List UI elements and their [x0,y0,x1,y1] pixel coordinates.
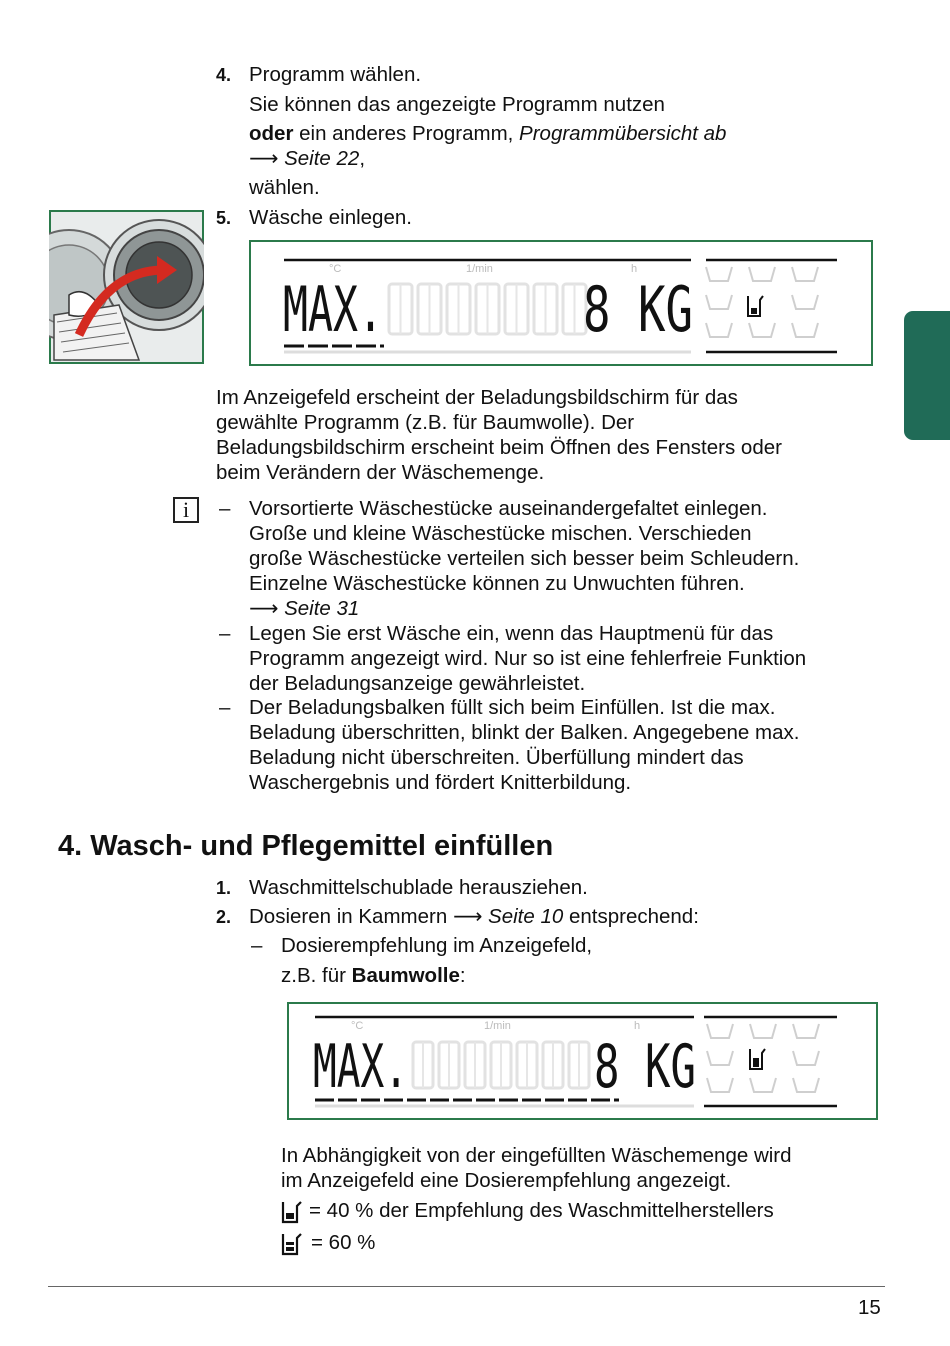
step-4-detail-3 [249,146,365,171]
tub-icon [707,1078,733,1092]
info-icon: i [173,497,199,523]
time-label: h [634,1020,641,1032]
tub-icon [706,267,732,281]
ghost-segments [413,1042,589,1088]
arrow-icon: ⟶ [249,147,279,170]
swirl-icon [750,1078,776,1092]
note-1-line-2: Große und kleine Wäschestücke mischen. Verschieden [249,522,752,545]
step-2-text [249,904,699,929]
dose-indicator [748,296,763,316]
note-3-line-3: Beladung nicht überschreiten. Überfüllung mindert das [249,746,744,769]
page-ref-link[interactable]: Seite 10 [488,905,564,928]
cotton-bold: Baumwolle [351,964,460,987]
dash-1: – [219,497,231,520]
lcd-graphic [251,242,871,364]
step-4 [216,62,231,88]
paragraph-line-1: Im Anzeigefeld erscheint der Beladungsbildschirm für das [216,386,738,409]
dash-3: – [219,696,231,719]
page-number: 15 [858,1296,881,1319]
note-2-line-1: Legen Sie erst Wäsche ein, wenn das Hauptmenü für das [249,622,774,645]
note-1-line-4: Einzelne Wäschestücke können zu Unwuchten führen. [249,572,745,595]
basket-icon [792,323,818,337]
note-1-ref [249,596,359,621]
dose-60-icon [280,1230,304,1258]
basket-icon [793,1024,819,1038]
step-5-text: Wäsche einlegen. [249,206,412,229]
or-bold: oder [249,122,294,145]
dosing-level-60: = 60 % [311,1231,376,1254]
lcd-weight-text: 8 KG [583,273,693,346]
step-number: 4. [216,65,232,85]
sub-text: z.B. für [281,964,352,987]
note-2-line-3: der Beladungsanzeige gewährleistet. [249,672,586,695]
dose-indicator [750,1049,765,1069]
dose-fill [753,1058,759,1067]
spin-label: 1/min [484,1020,511,1032]
dosing-line-1: In Abhängigkeit von der eingefüllten Wäschemenge wird [281,1144,792,1167]
step-1-text: Waschmittelschublade herausziehen. [249,876,588,899]
dose-40-icon [280,1198,304,1226]
note-3-line-1: Der Beladungsbalken füllt sich beim Einfüllen. Ist die max. [249,696,776,719]
page-ref-link[interactable]: Seite 31 [284,597,360,620]
section-title: 4. Wasch- und Pflegemittel einfüllen [58,830,554,862]
step-4-detail-1: Sie können das angezeigte Programm nutzen [249,93,665,116]
footer-rule [48,1286,885,1287]
paragraph-line-4: beim Verändern der Wäschemenge. [216,461,545,484]
basket-icon [792,267,818,281]
note-3-line-2: Beladung überschritten, blinkt der Balken. Angegebene max. [249,721,800,744]
tub-icon [706,295,732,309]
lcd-max-text: MAX. [283,273,383,346]
washer-loading-illustration [49,210,204,364]
dosing-level-40: = 40 % der Empfehlung des Waschmittelherstellers [309,1199,774,1222]
load-display-1 [249,240,873,366]
swirl-icon [749,323,775,337]
iron-icon [749,267,775,281]
step-1 [216,875,231,901]
step-2-text-b: entsprechend: [563,905,699,928]
load-display-2 [287,1002,878,1120]
spin-label: 1/min [466,263,493,275]
paragraph-line-3: Beladungsbildschirm erscheint beim Öffnen des Fensters oder [216,436,782,459]
ghost-segments [389,284,586,334]
sub-item-line-2 [281,963,466,988]
step-number: 1. [216,878,232,898]
lcd-max-text: MAX. [313,1032,408,1102]
colon: : [459,964,466,987]
note-3-line-4: Waschergebnis und fördert Knitterbildung. [249,771,632,794]
lcd-weight-text: 8 KG [594,1032,696,1102]
drum-icon [793,1051,819,1065]
tub-icon [707,1051,733,1065]
arrow-icon: ⟶ [452,905,483,928]
step-number: 5. [216,208,232,228]
page-ref-link[interactable]: Seite 22 [284,147,360,170]
lcd-graphic [289,1004,876,1118]
sub-dash: – [251,934,263,957]
note-1-line-3: große Wäschestücke verteilen sich besser beim Schleudern. [249,547,800,570]
iron-icon [750,1024,776,1038]
temp-label: °C [329,263,342,275]
detail-text: ein anderes Programm, [293,122,520,145]
tub-icon [706,323,732,337]
dosing-line-2: im Anzeigefeld eine Dosierempfehlung angezeigt. [281,1169,732,1192]
step-2-text-a: Dosieren in Kammern [249,905,453,928]
comma: , [359,147,366,170]
temp-label: °C [351,1020,364,1032]
drum-icon [792,295,818,309]
program-overview-ref: Programmübersicht ab [519,122,727,145]
note-2-line-2: Programm angezeigt wird. Nur so ist eine fehlerfreie Funktion [249,647,807,670]
step-4-detail-2 [249,121,726,146]
step-4-text: Programm wählen. [249,63,422,86]
sub-item-line-1: Dosierempfehlung im Anzeigefeld, [281,934,593,957]
note-1-line-1: Vorsortierte Wäschestücke auseinandergefaltet einlegen. [249,497,768,520]
paragraph-line-2: gewählte Programm (z.B. für Baumwolle). Der [216,411,635,434]
basket-icon [793,1078,819,1092]
lcd-program-icons [706,267,818,337]
step-4-detail-4: wählen. [249,176,320,199]
arrow-icon: ⟶ [249,597,279,620]
dash-2: – [219,622,231,645]
chapter-tab [904,311,950,440]
step-5 [216,205,231,231]
dose-fill [751,308,757,314]
tub-icon [707,1024,733,1038]
step-number: 2. [216,907,232,927]
time-label: h [631,263,638,275]
step-2 [216,904,231,930]
